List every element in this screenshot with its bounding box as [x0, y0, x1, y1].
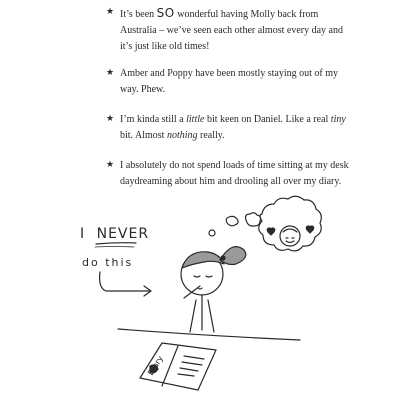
- thought-bubble-small: [209, 230, 215, 236]
- italic-run: tiny: [330, 114, 346, 125]
- star-icon: ★: [106, 68, 115, 78]
- caption-word-i: I: [80, 226, 86, 242]
- text-run: wonderful having Molly back from Australia – we’ve seen each other almost every day and it’s just like old times!: [120, 9, 343, 53]
- arrow-icon: [100, 272, 150, 291]
- text-run: Amber and Poppy have been mostly staying out of my way. Phew.: [120, 68, 339, 96]
- handwritten-caption-line2: do this: [82, 256, 134, 269]
- desk: [118, 329, 300, 340]
- text-run: bit. Almost: [120, 130, 167, 142]
- star-icon: ★: [106, 114, 115, 124]
- star-icon: ★: [106, 7, 115, 17]
- caption-word-never: NEVER: [96, 226, 150, 242]
- star-icon: ★: [106, 160, 115, 170]
- text-run: I’m kinda still a: [120, 114, 187, 125]
- text-run: I absolutely do not spend loads of time sitting at my desk daydreaming about him and drooling all over my diary.: [120, 160, 349, 188]
- text-run: It’s been: [120, 9, 157, 20]
- heart-icon: [306, 226, 314, 233]
- never-underline: [96, 243, 136, 244]
- diary-cover-label: Diary: [146, 354, 165, 378]
- emphasis-so: SO: [156, 6, 175, 20]
- thought-bubble-large: [246, 213, 261, 226]
- italic-run: little: [186, 114, 205, 125]
- girl-hair: [182, 252, 224, 268]
- heart-icon: [267, 228, 275, 235]
- thought-bubble-medium: [226, 216, 238, 225]
- italic-run: nothing: [166, 130, 198, 142]
- text-run: bit keen on Daniel. Like a real: [204, 114, 331, 125]
- text-run: really.: [197, 130, 225, 142]
